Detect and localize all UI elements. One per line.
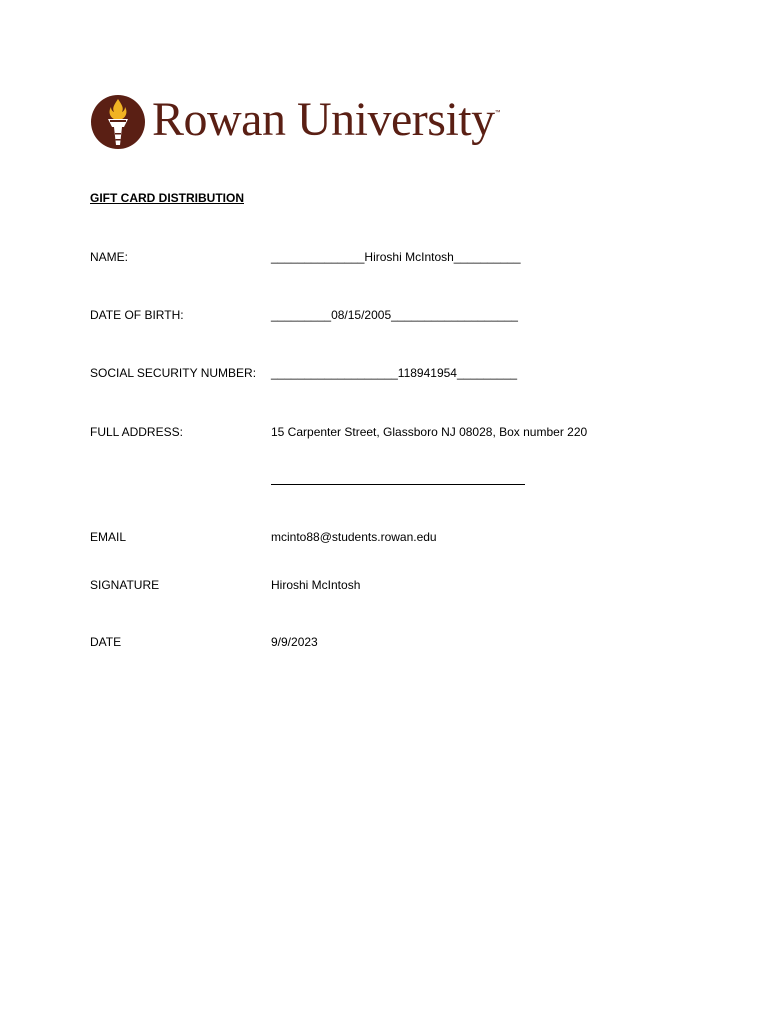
date-of-birth-label: DATE OF BIRTH: [90,308,184,322]
document-title: GIFT CARD DISTRIBUTION [90,191,244,205]
date-of-birth-value: _________08/15/2005___________________ [271,308,518,322]
ssn-value: ___________________118941954_________ [271,366,518,380]
email-value: mcinto88@students.rowan.edu [271,530,437,544]
full-address-value: 15 Carpenter Street, Glassboro NJ 08028, Box number 220 [271,425,588,439]
full-address-label: FULL ADDRESS: [90,425,183,439]
date-value: 9/9/2023 [271,635,318,649]
name-label: NAME: [90,250,129,264]
logo-wordmark: Rowan University™ [152,93,501,146]
date-label: DATE [90,635,122,649]
address-continuation-line [271,484,525,485]
trademark-mark: ™ [494,110,501,116]
ssn-label: SOCIAL SECURITY NUMBER: [90,366,257,380]
signature-label: SIGNATURE [90,578,160,592]
torch-seal-icon [90,93,146,151]
signature-value: Hiroshi McIntosh [271,578,361,592]
rowan-university-logo [90,92,500,152]
email-label: EMAIL [90,530,127,544]
name-value: ______________Hiroshi McIntosh__________ [271,250,521,264]
